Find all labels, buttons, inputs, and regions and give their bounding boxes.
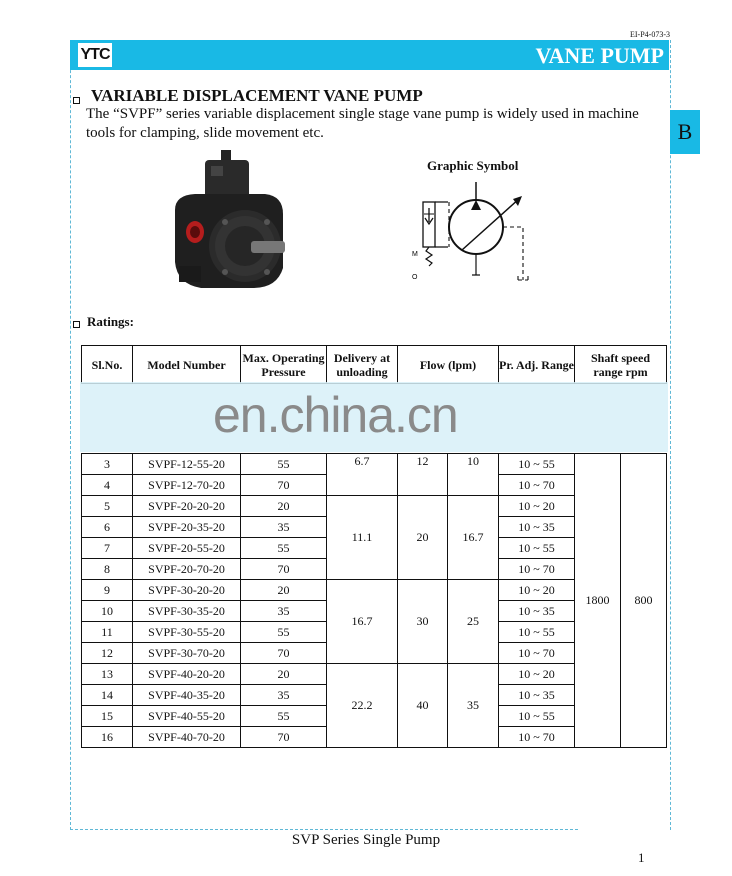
cell-flow-max: 20	[398, 496, 448, 580]
document-code: EI-P4-073-3	[630, 30, 670, 39]
cell-flow-max: 12	[398, 454, 448, 496]
cell-delivery: 11.1	[327, 496, 398, 580]
cell-pr-adj-range: 10 ~ 70	[499, 643, 575, 664]
table-row	[82, 454, 667, 475]
cell-sl-no: 7	[82, 538, 133, 559]
cell-model-number: SVPF-30-70-20	[133, 643, 241, 664]
cell-max-pressure: 35	[241, 685, 327, 706]
cell-sl-no: 6	[82, 517, 133, 538]
cell-flow-min: 25	[448, 580, 499, 664]
header-sl-no: Sl.No.	[82, 346, 133, 384]
cell-model-number: SVPF-12-55-20	[133, 454, 241, 475]
cell-model-number: SVPF-30-55-20	[133, 622, 241, 643]
cell-model-number: SVPF-20-55-20	[133, 538, 241, 559]
section-description: The “SVPF” series variable displacement single stage vane pump is widely used in machine tools for clamping, slide movement etc.	[86, 106, 639, 141]
cell-model-number: SVPF-20-70-20	[133, 559, 241, 580]
cell-pr-adj-range: 10 ~ 55	[499, 454, 575, 475]
drain-label: O	[412, 274, 418, 281]
header-title: VANE PUMP	[535, 43, 664, 68]
cell-pr-adj-range: 10 ~ 70	[499, 559, 575, 580]
cell-max-pressure: 55	[241, 454, 327, 475]
cell-sl-no: 12	[82, 643, 133, 664]
cell-pr-adj-range: 10 ~ 20	[499, 580, 575, 601]
cell-delivery: 16.7	[327, 580, 398, 664]
cell-max-pressure: 35	[241, 517, 327, 538]
cell-pr-adj-range: 10 ~ 70	[499, 727, 575, 748]
cell-model-number: SVPF-40-35-20	[133, 685, 241, 706]
cell-delivery: 22.2	[327, 664, 398, 748]
cell-model-number: SVPF-12-70-20	[133, 475, 241, 496]
vane-pump-image	[165, 150, 295, 295]
company-logo: YTC	[78, 43, 112, 67]
cell-model-number: SVPF-30-35-20	[133, 601, 241, 622]
cell-sl-no: 14	[82, 685, 133, 706]
page-number: 1	[638, 850, 645, 865]
cell-pr-adj-range: 10 ~ 35	[499, 601, 575, 622]
cell-speed-min: 800	[621, 454, 667, 748]
ratings-label: Ratings:	[87, 314, 134, 329]
cell-model-number: SVPF-40-70-20	[133, 727, 241, 748]
graphic-symbol-diagram	[408, 180, 548, 285]
header-pr-adj: Pr. Adj. Range	[499, 346, 575, 384]
cell-speed-max: 1800	[575, 454, 621, 748]
cell-flow-max: 30	[398, 580, 448, 664]
cell-sl-no: 5	[82, 496, 133, 517]
ratings-table-body	[82, 454, 667, 748]
footer-series: SVP Series Single Pump	[291, 832, 441, 848]
cell-sl-no: 4	[82, 475, 133, 496]
header-model: Model Number	[133, 346, 241, 384]
bottom-divider	[70, 829, 578, 830]
cell-flow-min: 10	[448, 454, 499, 496]
cell-sl-no: 8	[82, 559, 133, 580]
cell-sl-no: 9	[82, 580, 133, 601]
cell-pr-adj-range: 10 ~ 35	[499, 685, 575, 706]
cell-max-pressure: 55	[241, 706, 327, 727]
cell-max-pressure: 20	[241, 496, 327, 517]
cell-pr-adj-range: 10 ~ 55	[499, 622, 575, 643]
cell-delivery: 6.7	[327, 454, 398, 496]
cell-max-pressure: 70	[241, 475, 327, 496]
cell-sl-no: 16	[82, 727, 133, 748]
header-shaft-speed: Shaft speed range rpm	[575, 346, 667, 384]
cell-flow-min: 16.7	[448, 496, 499, 580]
cell-max-pressure: 20	[241, 664, 327, 685]
cell-sl-no: 11	[82, 622, 133, 643]
cell-max-pressure: 35	[241, 601, 327, 622]
cell-sl-no: 10	[82, 601, 133, 622]
cell-model-number: SVPF-20-20-20	[133, 496, 241, 517]
cell-pr-adj-range: 10 ~ 20	[499, 496, 575, 517]
cell-sl-no: 15	[82, 706, 133, 727]
cell-pr-adj-range: 10 ~ 35	[499, 517, 575, 538]
cell-max-pressure: 70	[241, 643, 327, 664]
cell-max-pressure: 70	[241, 727, 327, 748]
spring-label: M	[412, 251, 418, 258]
header-max-pressure: Max. Operating Pressure	[241, 346, 327, 384]
cell-pr-adj-range: 10 ~ 55	[499, 706, 575, 727]
bullet-icon	[73, 321, 80, 328]
graphic-symbol-label: Graphic Symbol	[427, 158, 519, 173]
cell-flow-min: 35	[448, 664, 499, 748]
cell-sl-no: 13	[82, 664, 133, 685]
cell-max-pressure: 55	[241, 538, 327, 559]
cell-max-pressure: 55	[241, 622, 327, 643]
cell-sl-no: 3	[82, 454, 133, 475]
bullet-icon	[73, 97, 80, 104]
watermark-text: en.china.cn	[213, 387, 458, 443]
header-flow: Flow (lpm)	[398, 346, 499, 384]
cell-pr-adj-range: 10 ~ 20	[499, 664, 575, 685]
cell-model-number: SVPF-40-55-20	[133, 706, 241, 727]
cell-pr-adj-range: 10 ~ 70	[499, 475, 575, 496]
cell-max-pressure: 20	[241, 580, 327, 601]
cell-pr-adj-range: 10 ~ 55	[499, 538, 575, 559]
cell-max-pressure: 70	[241, 559, 327, 580]
cell-model-number: SVPF-30-20-20	[133, 580, 241, 601]
cell-model-number: SVPF-40-20-20	[133, 664, 241, 685]
cell-model-number: SVPF-20-35-20	[133, 517, 241, 538]
section-tab[interactable]: B	[670, 110, 700, 154]
cell-flow-max: 40	[398, 664, 448, 748]
header-delivery: Delivery at unloading	[327, 346, 398, 384]
section-title: VARIABLE DISPLACEMENT VANE PUMP	[91, 86, 423, 105]
